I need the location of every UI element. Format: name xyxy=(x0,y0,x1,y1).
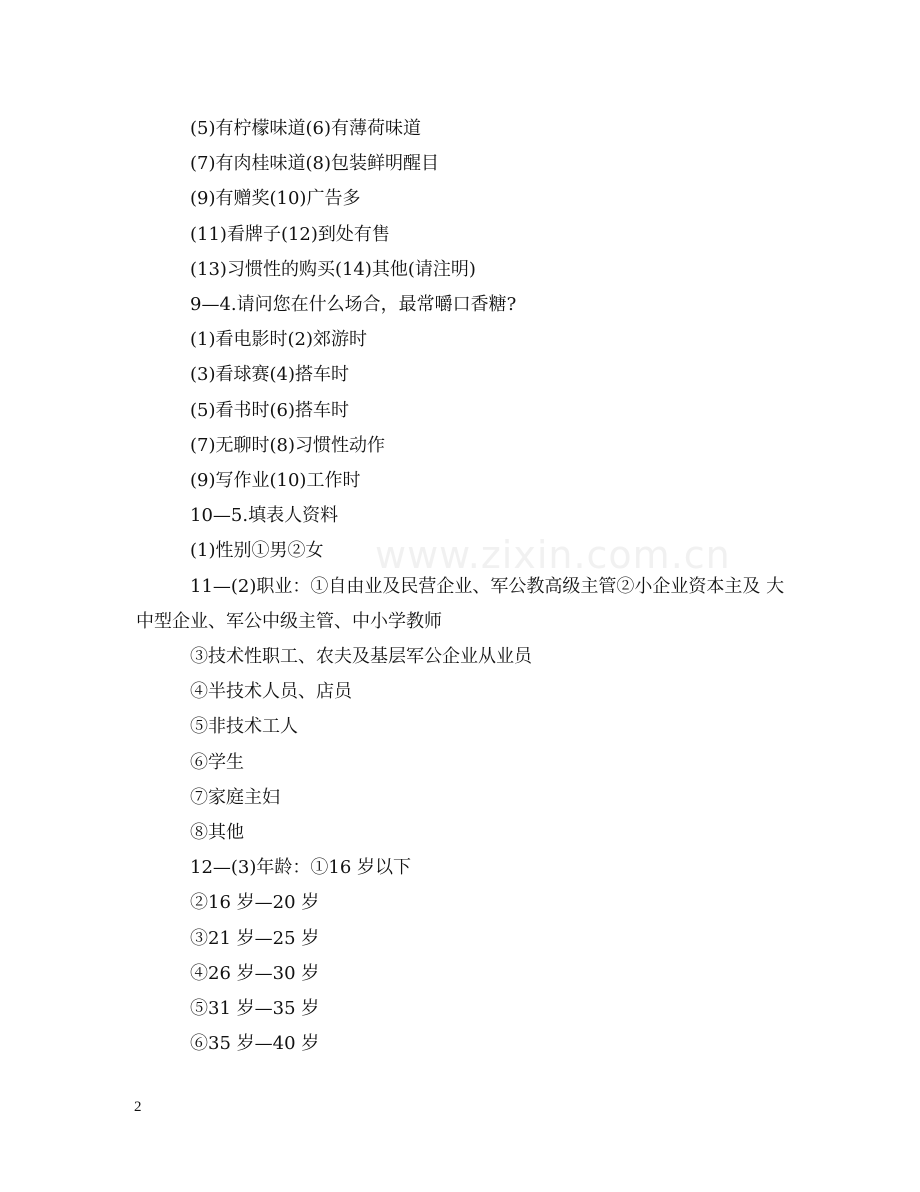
text-line: ④26 岁—30 岁 xyxy=(190,962,320,984)
age-heading: 12—(3)年龄：①16 岁以下 xyxy=(190,857,412,879)
text-line: ⑧其他 xyxy=(190,822,244,844)
document-body xyxy=(136,111,796,1061)
page-number: 2 xyxy=(134,1099,142,1115)
question-heading: 9—4.请问您在什么场合，最常嚼口香糖? xyxy=(190,294,517,316)
section-heading: 10—5.填表人资料 xyxy=(190,505,339,527)
text-line: ⑤非技术工人 xyxy=(190,716,298,738)
text-line: (11)看牌子(12)到处有售 xyxy=(190,223,390,245)
occupation-paragraph: 11—(2)职业：①自由业及民营企业、军公教高级主管②小企业资本主及 大中型企业、军公中级主管、中小学教师 xyxy=(136,575,785,632)
text-line: ⑥学生 xyxy=(190,751,244,773)
text-line: (13)习惯性的购买(14)其他(请注明) xyxy=(190,258,476,280)
text-line: (9)写作业(10)工作时 xyxy=(190,470,361,492)
text-line: (5)看书时(6)搭车时 xyxy=(190,399,349,421)
text-line: (7)有肉桂味道(8)包装鲜明醒目 xyxy=(190,153,439,175)
text-line: (7)无聊时(8)习惯性动作 xyxy=(190,434,385,456)
watermark: www.zixin.com.cn xyxy=(375,533,731,577)
text-line: (5)有柠檬味道(6)有薄荷味道 xyxy=(190,118,421,139)
text-line: ③21 岁—25 岁 xyxy=(190,927,320,949)
text-line: ⑦家庭主妇 xyxy=(190,786,280,808)
text-line: (9)有赠奖(10)广告多 xyxy=(190,188,361,210)
text-line: ⑤31 岁—35 岁 xyxy=(190,998,320,1020)
text-line: ⑥35 岁—40 岁 xyxy=(190,1033,320,1055)
text-line: ②16 岁—20 岁 xyxy=(190,892,320,914)
text-line: (3)看球赛(4)搭车时 xyxy=(190,364,349,386)
text-line: ③技术性职工、农夫及基层军公企业从业员 xyxy=(190,646,532,668)
text-line: (1)看电影时(2)郊游时 xyxy=(190,329,367,351)
text-line: ④半技术人员、店员 xyxy=(190,681,352,703)
text-line: (1)性别①男②女 xyxy=(190,540,324,562)
